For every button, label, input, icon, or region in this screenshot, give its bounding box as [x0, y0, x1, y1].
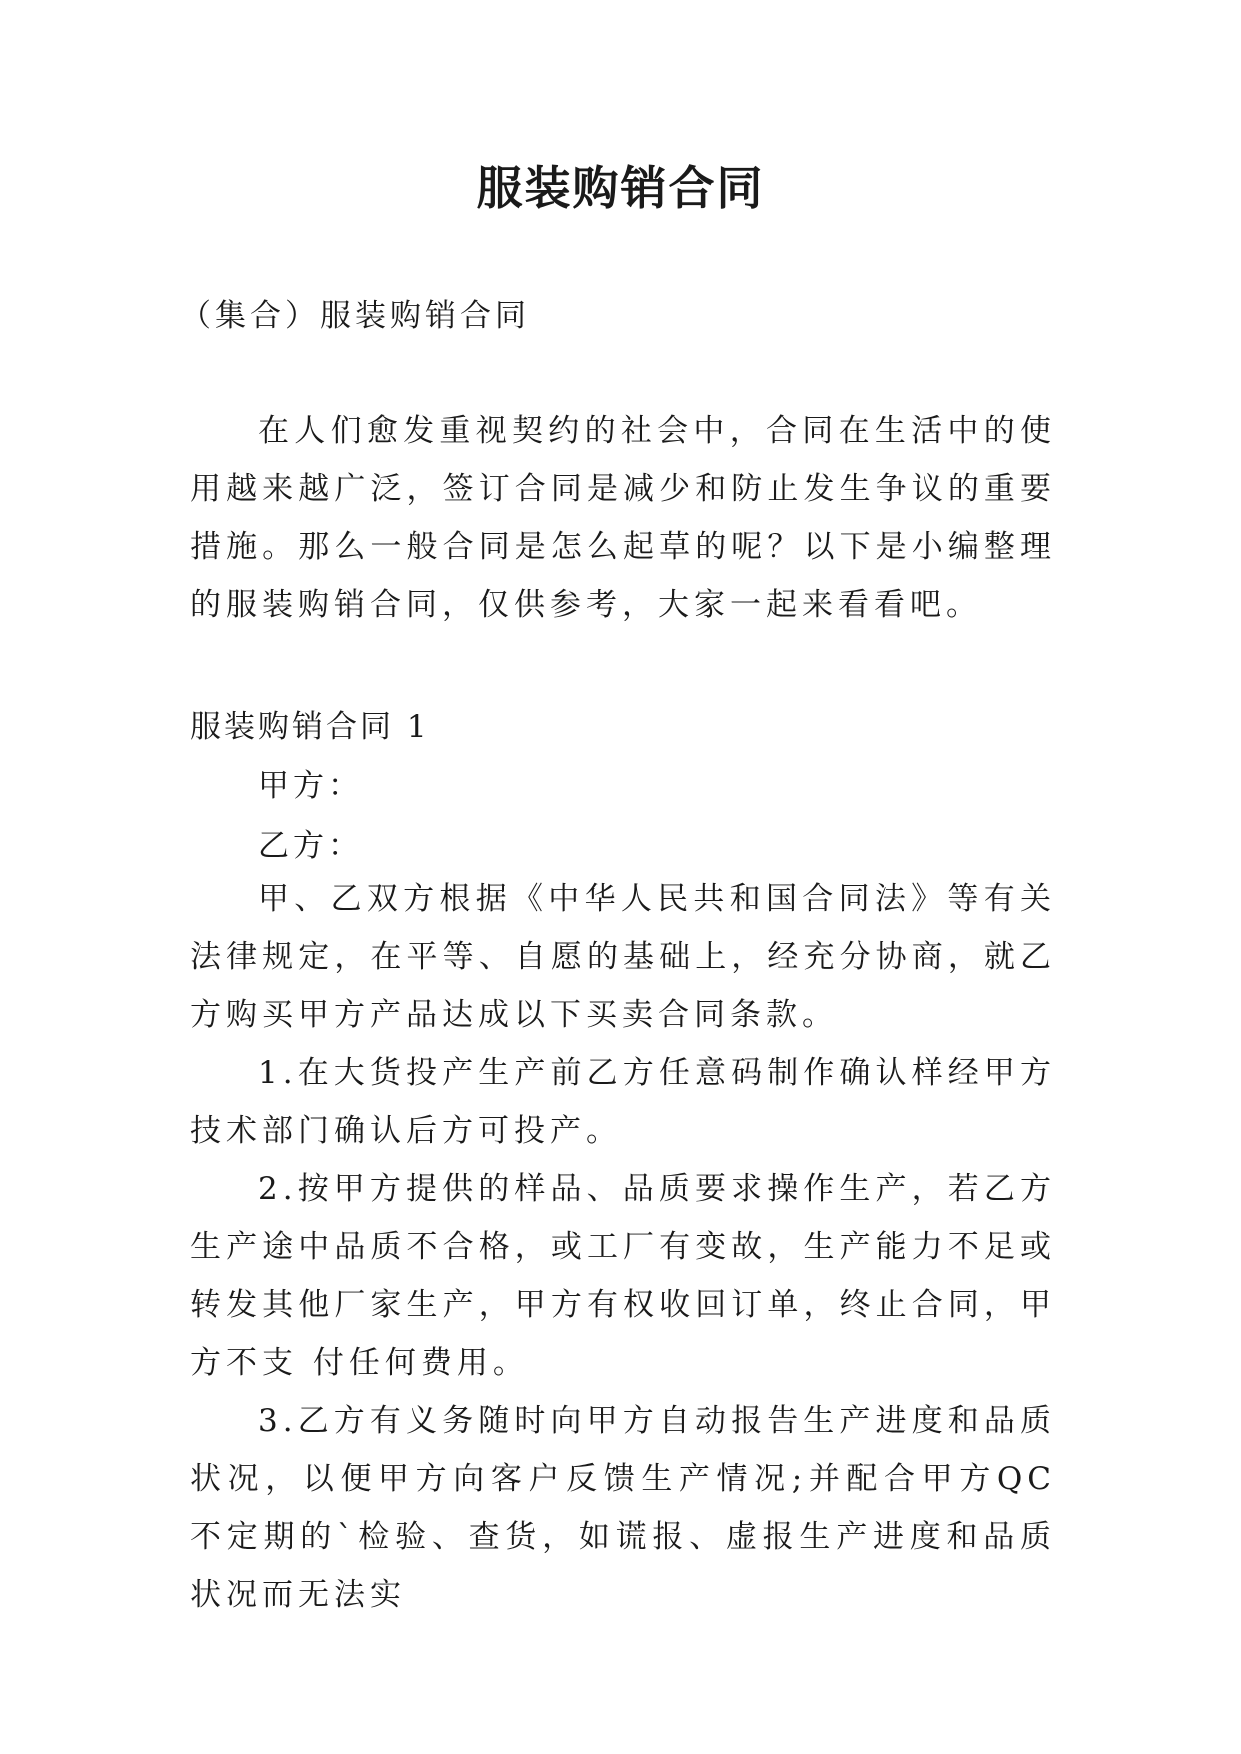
- intro-paragraph: 在人们愈发重视契约的社会中，合同在生活中的使用越来越广泛，签订合同是减少和防止发生争议的重要措施。那么一般合同是怎么起草的呢？以下是小编整理的服装购销合同，仅供参考，大家一起来看看吧。: [190, 413, 1056, 623]
- section-heading: 服装购销合同 1: [190, 709, 430, 745]
- party-a-label: 甲方：: [258, 768, 363, 804]
- document-subtitle: （集合）服装购销合同: [180, 298, 530, 334]
- clause-list: [190, 870, 1056, 1624]
- clause-1: 1.在大货投产生产前乙方任意码制作确认样经甲方技术部门确认后方可投产。: [190, 1055, 1056, 1149]
- party-b-label: 乙方：: [258, 828, 363, 864]
- clause-preamble: 甲、乙双方根据《中华人民共和国合同法》等有关法律规定，在平等、自愿的基础上，经充分协商，就乙方购买甲方产品达成以下买卖合同条款。: [190, 881, 1056, 1033]
- clause-2: 2.按甲方提供的样品、品质要求操作生产，若乙方生产途中品质不合格，或工厂有变故，生产能力不足或转发其他厂家生产，甲方有权收回订单，终止合同，甲方不支 付任何费用。: [190, 1171, 1056, 1381]
- clause-3: 3.乙方有义务随时向甲方自动报告生产进度和品质状况，以便甲方向客户反馈生产情况;并配合甲方QC不定期的`检验、查货，如谎报、虚报生产进度和品质状况而无法实: [190, 1403, 1056, 1613]
- document-title: 服装购销合同: [476, 161, 765, 215]
